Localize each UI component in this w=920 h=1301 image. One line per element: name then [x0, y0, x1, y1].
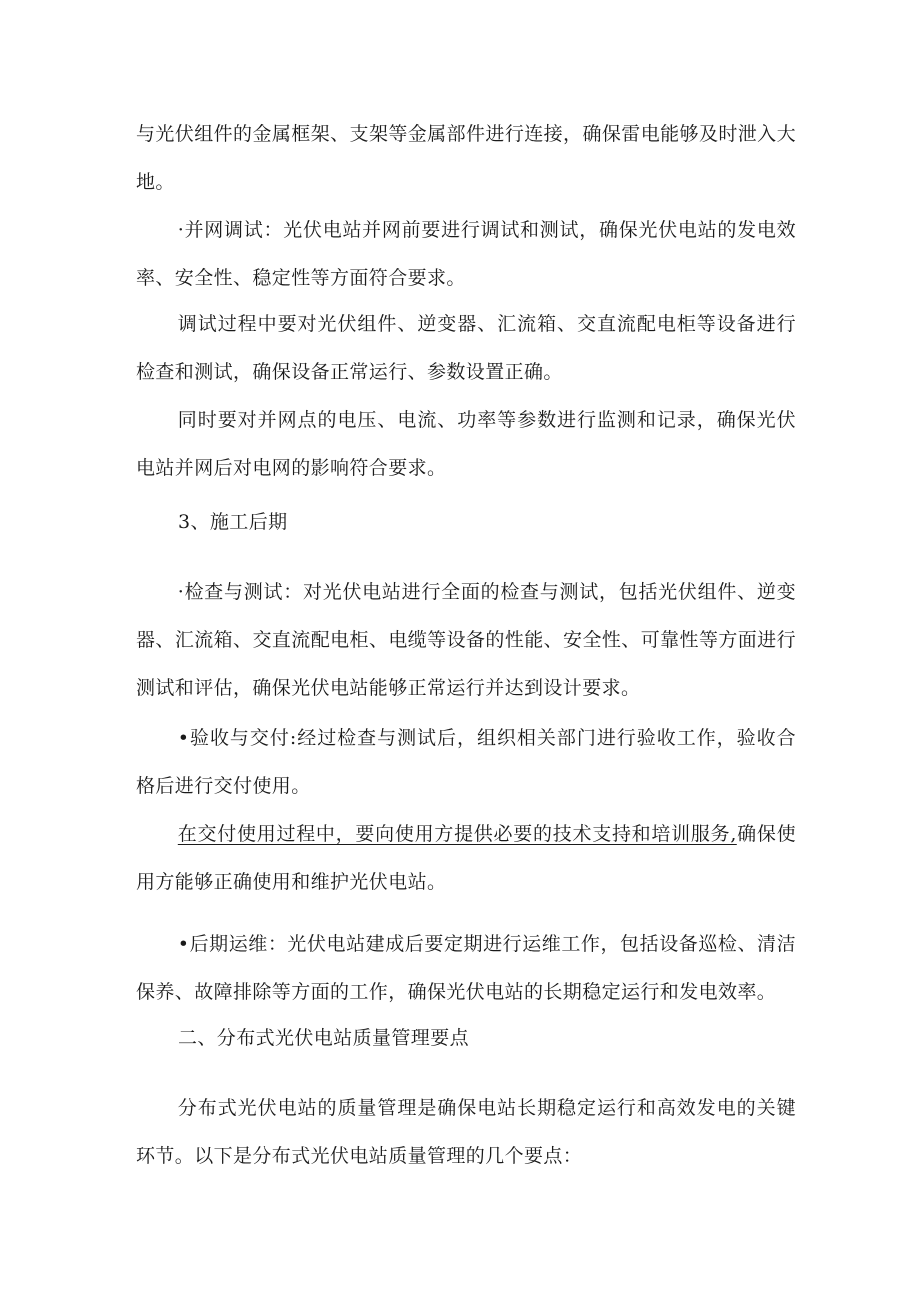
underlined-text: 在交付使用过程中，要向使用方提供必要的技术支持和培训服务, — [177, 823, 737, 845]
paragraph-text: 确保使用方能够正确使用和维护光伏电站。 — [136, 823, 796, 893]
paragraph-inspection-testing: ·检查与测试：对光伏电站进行全面的检查与测试，包括光伏组件、逆变器、汇流箱、交直流配电柜、电缆等设备的性能、安全性、可靠性等方面进行测试和评估，确保光伏电站能够正常运行并达到设计要求。 — [136, 581, 796, 699]
paragraph-debugging-process: 调试过程中要对光伏组件、逆变器、汇流箱、交直流配电柜等设备进行检查和测试，确保设备正常运行、参数设置正确。 — [136, 313, 796, 383]
heading-construction-late-stage: 3、施工后期 — [178, 511, 288, 533]
paragraph-technical-support — [136, 810, 796, 906]
paragraph-acceptance-delivery: •验收与交付:经过检查与测试后，组织相关部门进行验收工作，验收合格后进行交付使用。 — [136, 727, 796, 797]
paragraph-lightning-grounding: 与光伏组件的金属框架、支架等金属部件进行连接，确保雷电能够及时泄入大地。 — [136, 123, 796, 193]
paragraph-quality-management-intro: 分布式光伏电站的质量管理是确保电站长期稳定运行和高效发电的关键环节。以下是分布式光伏电站质量管理的几个要点： — [136, 1097, 796, 1167]
paragraph-grid-monitoring: 同时要对并网点的电压、电流、功率等参数进行监测和记录，确保光伏电站并网后对电网的影响符合要求。 — [136, 409, 796, 479]
heading-quality-management: 二、分布式光伏电站质量管理要点 — [178, 1027, 470, 1049]
paragraph-operation-maintenance: •后期运维：光伏电站建成后要定期进行运维工作，包括设备巡检、清洁保养、故障排除等方面的工作，确保光伏电站的长期稳定运行和发电效率。 — [136, 933, 796, 1003]
paragraph-grid-debugging: ·并网调试：光伏电站并网前要进行调试和测试，确保光伏电站的发电效率、安全性、稳定性等方面符合要求。 — [136, 219, 796, 289]
